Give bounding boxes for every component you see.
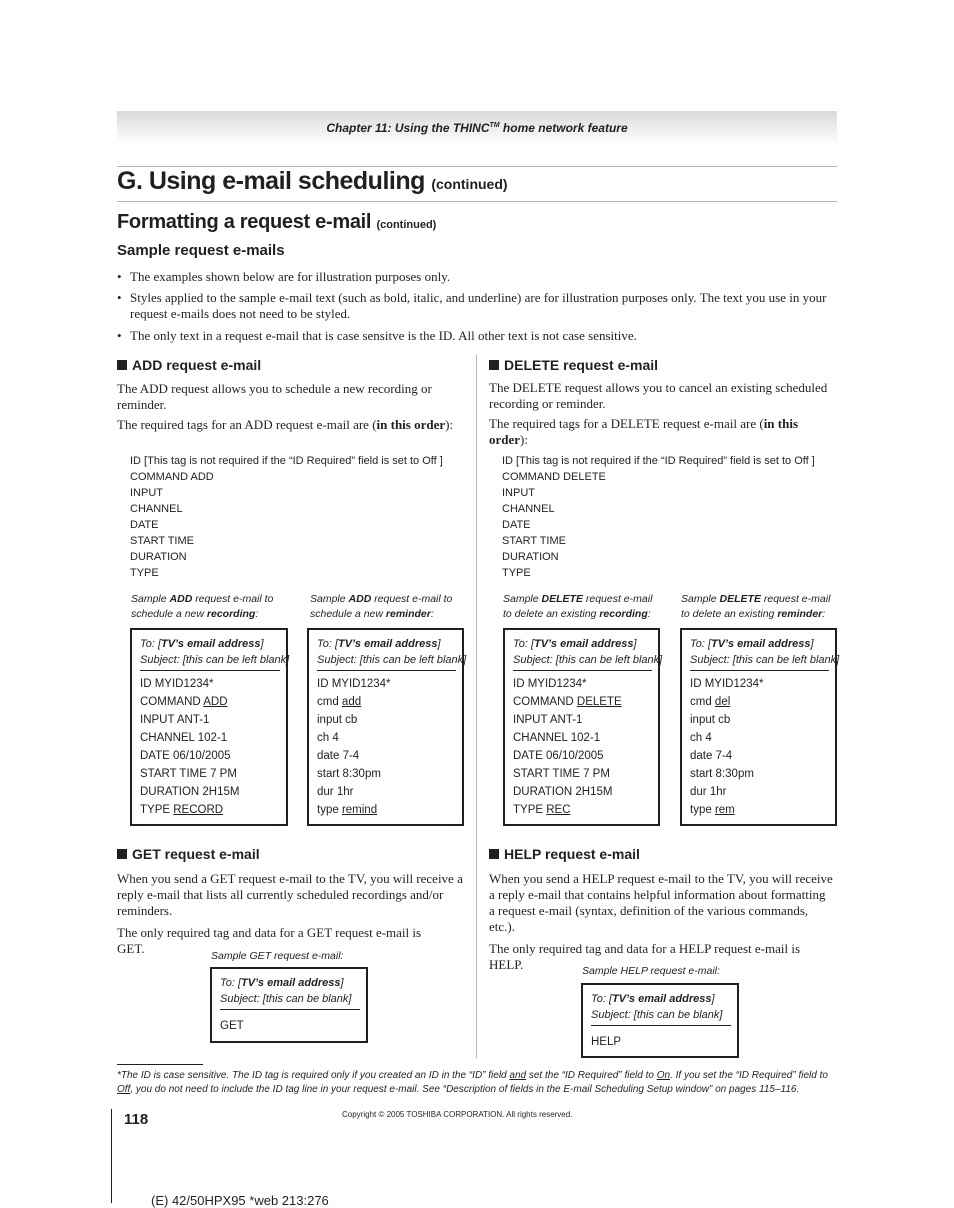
tag-duration: DURATION: [502, 551, 559, 563]
tag-start-time: START TIME: [130, 535, 194, 547]
column-divider: [476, 355, 477, 1058]
tag-command: COMMAND DELETE: [502, 471, 606, 483]
footnote: *The ID is case sensitive. The ID tag is required only if you created an ID in the “ID” field and set the “ID Required” field to On. If you set the “ID Required” field to Off, you do not need to include the ID tag line in your request e-mail. See “Description of fields in the E-mail Scheduling Setup window” on pages 115–116.: [117, 1070, 828, 1095]
help-heading-text: HELP request e-mail: [504, 846, 640, 862]
square-bullet-icon: [117, 849, 127, 859]
email-to-line: To: [TV’s email address]: [220, 977, 344, 989]
email-line-id: ID MYID1234*: [690, 678, 764, 690]
email-to-line: To: [TV’s email address]: [513, 638, 637, 650]
email-line-type: TYPE RECORD: [140, 804, 224, 816]
email-line-input: INPUT ANT-1: [513, 714, 583, 726]
add-req-prefix: The required tags for an ADD request e-mail are (: [117, 417, 377, 432]
page-number-rule: [111, 1109, 112, 1203]
email-line-date: date 7-4: [690, 750, 733, 762]
add-heading: [117, 357, 261, 373]
email-body: [140, 675, 280, 819]
print-code: (E) 42/50HPX95 *web 213:276: [151, 1193, 329, 1208]
tag-id: ID [This tag is not required if the “ID Required” field is set to Off ]: [130, 455, 443, 467]
bullet-dot: •: [117, 269, 122, 284]
email-line-duration: DURATION 2H15M: [513, 786, 613, 798]
section-continued: (continued): [431, 176, 508, 192]
page-number: 118: [124, 1111, 149, 1128]
email-body: [513, 675, 652, 819]
add-req-suffix: ):: [445, 417, 454, 432]
email-line-command: COMMAND DELETE: [513, 696, 622, 708]
email-subject-line: Subject: [this can be blank]: [220, 992, 360, 1010]
email-line-command: HELP: [591, 1036, 622, 1048]
bullet-text: The examples shown below are for illustration purposes only.: [130, 269, 451, 284]
email-body: [317, 675, 456, 819]
bullet-item: [117, 290, 837, 322]
sample-email-delete-reminder: [680, 628, 840, 826]
delete-recording-caption: Sample DELETE request e-mail to delete an existing recording:: [503, 593, 653, 620]
bullet-text: The only text in a request e-mail that is case sensitve is the ID. All other text is not case sensitive.: [130, 328, 637, 343]
email-subject-line: Subject: [this can be left blank]: [140, 653, 280, 671]
email-line-start: start 8:30pm: [317, 768, 381, 780]
tag-start-time: START TIME: [502, 535, 566, 547]
email-line-duration: dur 1hr: [690, 786, 727, 798]
get-description: When you send a GET request e-mail to the TV, you will receive a reply e-mail that lists all currently scheduled recordings and/or reminders.: [117, 871, 463, 918]
copyright-notice: Copyright © 2005 TOSHIBA CORPORATION. All rights reserved.: [342, 1110, 573, 1119]
get-caption: Sample GET request e-mail:: [211, 950, 344, 962]
sample-email-get: [210, 967, 368, 1043]
chapter-header: [117, 121, 837, 135]
email-subject-line: Subject: [this can be left blank]: [513, 653, 652, 671]
email-line-id: ID MYID1234*: [140, 678, 214, 690]
delete-intro: The DELETE request allows you to cancel an existing scheduled recording or reminder.: [489, 380, 828, 411]
delete-required-tags-text: The required tags for a DELETE request e-mail are (in this order):: [489, 416, 799, 447]
email-body: [690, 675, 829, 819]
tag-channel: CHANNEL: [502, 503, 555, 515]
chapter-title: Chapter 11: Using the THINC: [326, 121, 490, 135]
sample-email-add-recording: [130, 628, 288, 826]
email-line-duration: dur 1hr: [317, 786, 354, 798]
tag-date: DATE: [502, 519, 531, 531]
email-subject-line: Subject: [this can be left blank]: [317, 653, 456, 671]
email-body: [220, 1017, 360, 1035]
email-line-id: ID MYID1234*: [513, 678, 587, 690]
email-line-start: START TIME 7 PM: [513, 768, 610, 780]
email-line-id: ID MYID1234*: [317, 678, 391, 690]
subsection-title-text: Formatting a request e-mail: [117, 211, 372, 233]
email-body: [591, 1033, 731, 1051]
add-intro: The ADD request allows you to schedule a new recording or reminder.: [117, 381, 432, 412]
email-to-line: To: [TV’s email address]: [140, 638, 264, 650]
section-title-text: G. Using e-mail scheduling: [117, 167, 425, 195]
square-bullet-icon: [489, 360, 499, 370]
tag-id: ID [This tag is not required if the “ID Required” field is set to Off ]: [502, 455, 815, 467]
email-to-line: To: [TV’s email address]: [690, 638, 814, 650]
add-req-bold: in this order: [376, 417, 446, 432]
email-line-input: input cb: [317, 714, 358, 726]
tag-date: DATE: [130, 519, 159, 531]
delete-tag-list: [502, 453, 815, 581]
email-line-date: DATE 06/10/2005: [513, 750, 604, 762]
email-line-type: type rem: [690, 804, 735, 816]
email-to-line: To: [TV’s email address]: [591, 993, 715, 1005]
email-line-type: TYPE REC: [513, 804, 571, 816]
delete-heading-text: DELETE request e-mail: [504, 357, 659, 373]
email-line-start: start 8:30pm: [690, 768, 754, 780]
help-heading: [489, 846, 640, 862]
email-line-channel: ch 4: [690, 732, 712, 744]
email-line-date: DATE 06/10/2005: [140, 750, 231, 762]
add-reminder-caption: Sample ADD request e-mail to schedule a new reminder:: [310, 593, 453, 620]
section-bottom-rule: [117, 201, 837, 202]
add-heading-text: ADD request e-mail: [132, 357, 262, 373]
sample-email-add-reminder: [307, 628, 467, 826]
email-line-input: INPUT ANT-1: [140, 714, 210, 726]
tag-input: INPUT: [502, 487, 535, 499]
sample-email-help: [581, 983, 739, 1058]
email-to-line: To: [TV’s email address]: [317, 638, 441, 650]
tag-duration: DURATION: [130, 551, 187, 563]
subsection-title: [117, 211, 436, 234]
square-bullet-icon: [489, 849, 499, 859]
subsubsection-title: Sample request e-mails: [117, 242, 285, 259]
bullet-item: [117, 328, 837, 344]
add-recording-caption: Sample ADD request e-mail to schedule a new recording:: [131, 593, 274, 620]
email-line-channel: CHANNEL 102-1: [140, 732, 228, 744]
tag-type: TYPE: [502, 567, 531, 579]
email-line-command: cmd del: [690, 696, 731, 708]
email-subject-line: Subject: [this can be left blank]: [690, 653, 829, 671]
email-line-start: START TIME 7 PM: [140, 768, 237, 780]
tag-command: COMMAND ADD: [130, 471, 214, 483]
email-line-command: cmd add: [317, 696, 362, 708]
email-line-command: GET: [220, 1020, 244, 1032]
help-caption: Sample HELP request e-mail:: [582, 965, 720, 977]
bullet-dot: •: [117, 328, 122, 343]
tag-channel: CHANNEL: [130, 503, 183, 515]
delete-reminder-caption: Sample DELETE request e-mail to delete an existing reminder:: [681, 593, 831, 620]
square-bullet-icon: [117, 360, 127, 370]
section-title: [117, 167, 508, 196]
help-description: When you send a HELP request e-mail to the TV, you will receive a reply e-mail that contains helpful information about formatting a request e-mail (syntax, definition of the various commands, etc.).: [489, 871, 833, 934]
tag-input: INPUT: [130, 487, 163, 499]
bullet-text: Styles applied to the sample e-mail text (such as bold, italic, and underline) are for illustration purposes only. The text you use in your request e-mails does not need to be styled.: [130, 290, 827, 321]
add-tag-list: [130, 453, 443, 581]
bullet-dot: •: [117, 290, 122, 305]
trademark-mark: TM: [489, 122, 500, 129]
chapter-title-suffix: home network feature: [499, 121, 628, 135]
delete-heading: [489, 357, 658, 373]
email-line-command: COMMAND ADD: [140, 696, 228, 708]
get-heading: [117, 846, 260, 862]
bullet-item: [117, 269, 837, 285]
help-required-text: The only required tag and data for a HELP request e-mail is HELP.: [489, 941, 801, 972]
add-required-tags-text: [117, 417, 462, 433]
sample-email-delete-recording: [503, 628, 663, 826]
email-line-date: date 7-4: [317, 750, 360, 762]
email-subject-line: Subject: [this can be blank]: [591, 1008, 731, 1026]
email-line-channel: ch 4: [317, 732, 339, 744]
get-heading-text: GET request e-mail: [132, 846, 260, 862]
email-line-input: input cb: [690, 714, 731, 726]
email-line-duration: DURATION 2H15M: [140, 786, 240, 798]
subsection-continued: (continued): [376, 219, 437, 231]
get-required-text: The only required tag and data for a GET request e-mail is GET.: [117, 925, 422, 956]
email-line-type: type remind: [317, 804, 378, 816]
tag-type: TYPE: [130, 567, 159, 579]
email-line-channel: CHANNEL 102-1: [513, 732, 601, 744]
footnote-rule: [117, 1064, 203, 1065]
